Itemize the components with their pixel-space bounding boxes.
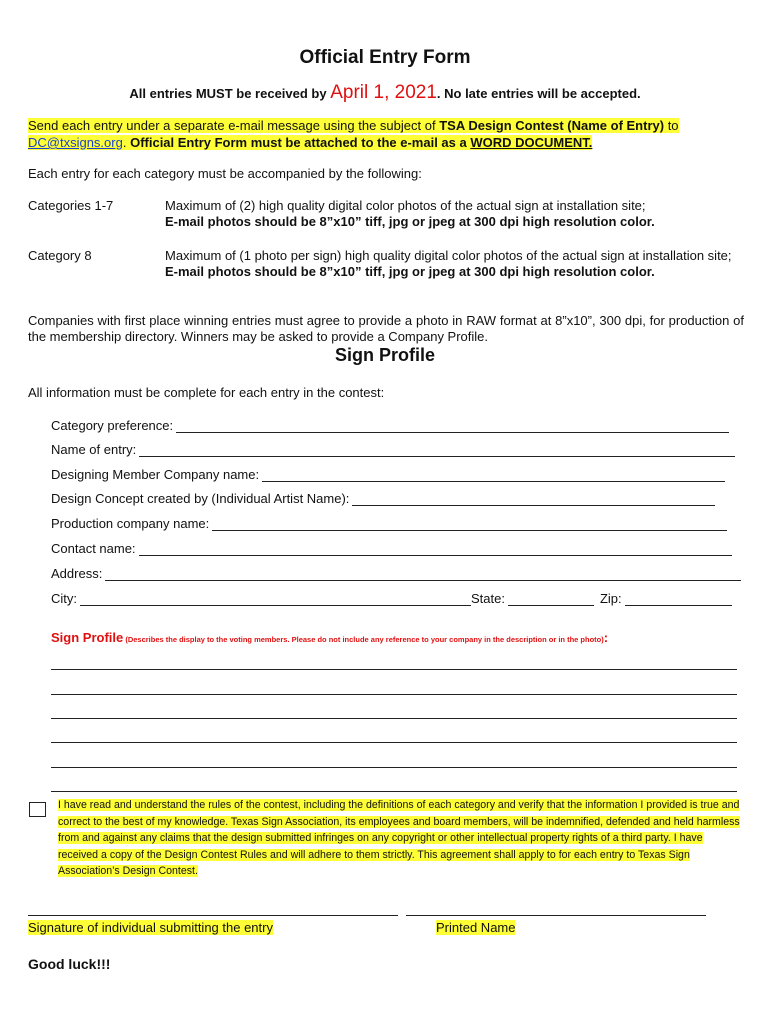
field-label: State:	[471, 591, 505, 606]
member-company-field[interactable]	[51, 467, 725, 482]
agreement-statement: I have read and understand the rules of the contest, including the definitions of each category and verify that the information I provided is true and correct to the best of my knowledge. Texas Sign Association, its employees and board members, will be indemnified, defended and held harmless from and against any claims that the design submitted infringes on any copyright or other intellectual property rights of a third party. I have received a copy of the Design Contest Rules and will adhere to them strictly. This agreement shall apply to for each entry to Texas Sign Association’s Design Contest.	[58, 799, 740, 877]
deadline-pre: All entries MUST be received by	[129, 86, 331, 101]
category-text: Maximum of (1 photo per sign) high quality digital color photos of the actual sign at installation site;	[165, 248, 732, 263]
printed-name-line[interactable]	[406, 915, 706, 916]
deadline-post: . No late entries will be accepted.	[436, 86, 641, 101]
profile-line[interactable]	[51, 742, 737, 743]
input-line[interactable]	[262, 469, 725, 482]
category-text: Maximum of (2) high quality digital color photos of the actual sign at installation site;	[165, 198, 646, 213]
field-label: Design Concept created by (Individual Artist Name):	[51, 491, 350, 506]
profile-line[interactable]	[51, 767, 737, 768]
category-label: Categories 1-7	[28, 198, 114, 213]
sign-profile-desc: (Describes the display to the voting members. Please do not include any reference to your company in the description or in the photo)	[123, 635, 604, 644]
profile-line[interactable]	[51, 718, 737, 719]
category-label: Category 8	[28, 248, 92, 263]
input-line[interactable]	[212, 518, 727, 531]
sign-profile-label	[51, 630, 608, 645]
design-concept-field[interactable]	[51, 491, 715, 506]
input-line[interactable]	[105, 568, 741, 581]
input-line[interactable]	[176, 420, 729, 433]
photo-spec-note: E-mail photos should be 8”x10” tiff, jpg or jpeg at 300 dpi high resolution color.	[165, 264, 655, 279]
agreement-text	[58, 797, 742, 880]
contact-name-field[interactable]	[51, 541, 732, 556]
profile-line[interactable]	[51, 791, 737, 792]
intro-text: Each entry for each category must be accompanied by the following:	[28, 166, 422, 181]
section-heading: Sign Profile	[334, 345, 435, 365]
printed-name-label: Printed Name	[436, 920, 516, 935]
signature-line[interactable]	[28, 915, 398, 916]
field-label: Designing Member Company name:	[51, 467, 260, 482]
category-requirements	[165, 248, 750, 280]
field-label: Name of entry:	[51, 442, 137, 457]
page-title: Official Entry Form	[299, 47, 471, 68]
send-sep: .	[122, 135, 131, 150]
field-label: Category preference:	[51, 418, 174, 433]
field-label: Zip:	[599, 591, 622, 606]
field-label: Contact name:	[51, 541, 136, 556]
closing-text: Good luck!!!	[28, 956, 111, 972]
sign-profile-colon: :	[603, 630, 609, 645]
attach-text: Official Entry Form must be attached to the e-mail as a	[130, 135, 471, 150]
agreement-checkbox[interactable]	[29, 802, 46, 817]
production-company-field[interactable]	[51, 516, 727, 531]
input-line[interactable]	[139, 543, 732, 556]
photo-spec-note: E-mail photos should be 8”x10” tiff, jpg or jpeg at 300 dpi high resolution color.	[165, 214, 655, 229]
email-link[interactable]: DC@txsigns.org	[28, 135, 123, 150]
field-label: Production company name:	[51, 516, 210, 531]
send-text: Send each entry under a separate e-mail message using the subject of	[28, 118, 440, 133]
email-subject: TSA Design Contest (Name of Entry)	[439, 118, 665, 133]
input-line[interactable]	[139, 444, 735, 457]
word-document-text: WORD DOCUMENT.	[470, 135, 593, 150]
signature-label: Signature of individual submitting the entry	[28, 920, 273, 935]
field-label: Address:	[51, 566, 103, 581]
deadline-notice	[0, 82, 770, 104]
input-line[interactable]	[352, 493, 715, 506]
profile-line[interactable]	[51, 669, 737, 670]
profile-line[interactable]	[51, 694, 737, 695]
zip-input[interactable]	[625, 593, 732, 606]
submission-instructions	[28, 117, 748, 151]
state-input[interactable]	[508, 593, 594, 606]
deadline-date: April 1, 2021	[330, 82, 437, 103]
city-state-zip-row	[51, 591, 732, 606]
sign-profile-title: Sign Profile	[51, 630, 124, 645]
city-input[interactable]	[80, 593, 471, 606]
all-info-text: All information must be complete for each entry in the contest:	[28, 385, 385, 400]
address-field[interactable]	[51, 566, 741, 581]
category-preference-field[interactable]	[51, 418, 729, 433]
companies-notice: Companies with first place winning entries must agree to provide a photo in RAW format at 8”x10”, 300 dpi, for production of the membership directory. Winners may be asked to provide a Company Profile.	[28, 313, 744, 344]
category-requirements	[165, 198, 750, 230]
entry-name-field[interactable]	[51, 442, 735, 457]
send-to: to	[664, 118, 679, 133]
field-label: City:	[51, 591, 77, 606]
